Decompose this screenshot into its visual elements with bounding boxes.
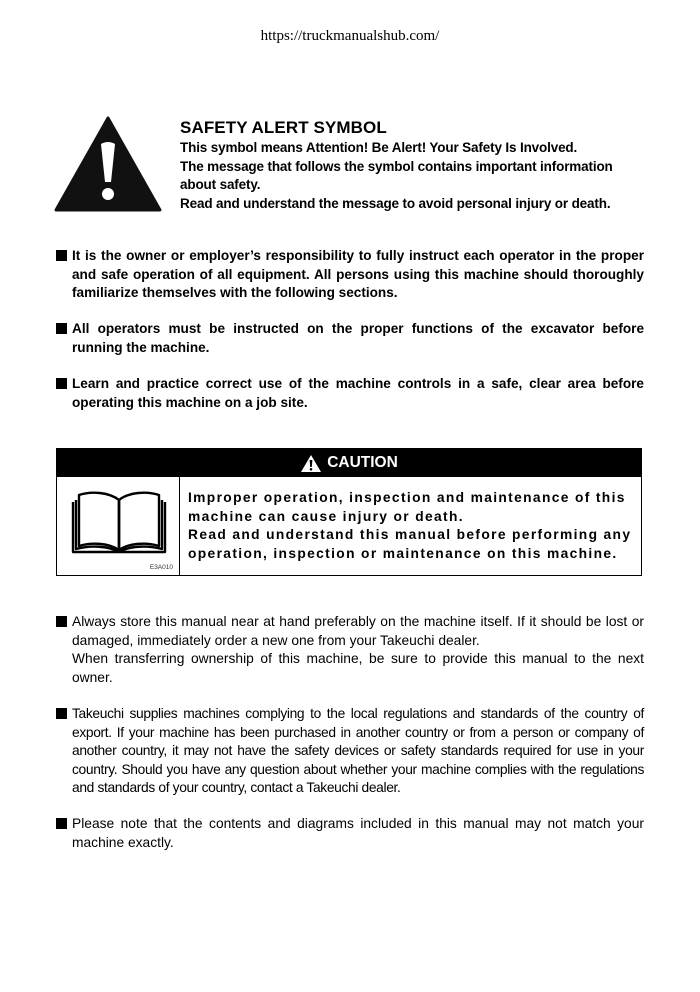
image-code: E3A010: [149, 564, 173, 571]
caution-line: Read and understand this manual before performing any operation, inspection or maintenance on this machine.: [188, 527, 632, 561]
caution-box: [56, 448, 642, 576]
open-book-icon: [69, 488, 169, 560]
safety-alert-section: [180, 118, 646, 213]
bullet-item: [56, 375, 644, 412]
caution-header: [57, 449, 641, 477]
bullet-item: [56, 705, 644, 798]
source-url: https://truckmanualshub.com/: [260, 28, 440, 44]
bullet-square-icon: [56, 250, 67, 261]
bullet-square-icon: [56, 323, 67, 334]
safety-alert-line: about safety.: [180, 177, 261, 192]
bullet-text: Learn and practice correct use of the machine controls in a safe, clear area before operating this machine on a job site.: [72, 376, 644, 410]
bullet-square-icon: [56, 616, 67, 627]
safety-alert-line: Read and understand the message to avoid personal injury or death.: [180, 195, 611, 211]
warning-triangle-icon: [300, 454, 322, 473]
bullet-item: [56, 247, 644, 303]
bullet-square-icon: [56, 708, 67, 719]
caution-body: [57, 477, 641, 575]
bullet-square-icon: [56, 818, 67, 829]
safety-alert-line: The message that follows the symbol contains important information: [180, 158, 613, 174]
warning-triangle-icon: [54, 116, 162, 212]
bullet-square-icon: [56, 378, 67, 389]
bullet-text: Always store this manual near at hand preferably on the machine itself. If it should be lost or damaged, immediately order a new one from your Takeuchi dealer.: [72, 614, 644, 648]
bullet-text: When transferring ownership of this machine, be sure to provide this manual to the next owner.: [72, 651, 644, 685]
bullet-text: Takeuchi supplies machines complying to the local regulations and standards of the country of export. If your machine has been purchased in another country or from a person or company of another country, it may not have the safety devices or safety standards required for use in your country. Should you have any question about whether your machine complies with the regulations and standards of your country, contact a Takeuchi dealer.: [72, 706, 644, 796]
safety-alert-line: This symbol means Attention! Be Alert! Your Safety Is Involved.: [180, 140, 578, 155]
bullet-text: It is the owner or employer’s responsibility to fully instruct each operator in the proper and safe operation of all equipment. All persons using this machine should thoroughly familiarize themselves with the following sections.: [72, 248, 644, 300]
safety-alert-title: SAFETY ALERT SYMBOL: [180, 118, 387, 137]
bullet-text: Please note that the contents and diagrams included in this manual may not match your machine exactly.: [72, 816, 644, 850]
bullet-item: [56, 815, 644, 852]
caution-message: [188, 489, 638, 563]
caution-label: CAUTION: [327, 454, 398, 471]
bullet-item: [56, 320, 644, 357]
caution-line: Improper operation, inspection and maintenance of this machine can cause injury or death.: [188, 490, 626, 524]
manual-image-cell: [57, 477, 180, 575]
bullet-text: All operators must be instructed on the proper functions of the excavator before running the machine.: [72, 321, 644, 355]
bullet-item: [56, 613, 644, 687]
